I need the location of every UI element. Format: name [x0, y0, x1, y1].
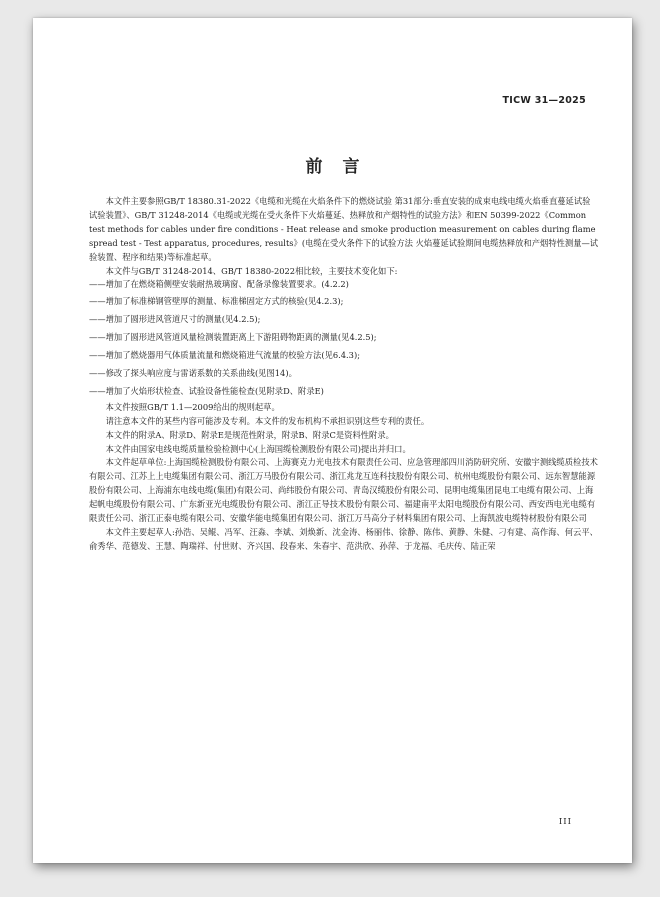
drafting-rule: 本文件按照GB/T 1.1—2009给出的规则起草。 — [105, 401, 280, 412]
drafters: 本文件主要起草人:孙浩、吴鲲、冯军、汪淼、李斌、刘焕新、沈金涛、杨丽伟、徐静、陈伟、黄静、朱健、刁有建、高作海、何云平、俞秀华、范德发、王慧、陶瑞祥、付世财、齐兴国、段春来、朱春宇、范洪欣、孙萍、于龙福、毛庆传、陆正荣 — [89, 526, 598, 551]
list-item: ——增加了火焰形状检查、试验设备性能检查(见附录D、附录E) — [89, 385, 324, 396]
list-item: ——增加了标准梯钢管壁厚的测量、标准梯固定方式的核验(见4.2.3); — [89, 296, 344, 307]
list-item: ——增加了在燃烧箱侧壁安装耐热玻璃窗、配备录像装置要求。(4.2.2) — [89, 279, 349, 290]
document-page — [33, 18, 632, 863]
standard-code: TICW 31—2025 — [502, 95, 586, 106]
list-item: ——增加了圆形进风管道尺寸的测量(见4.2.5); — [89, 314, 261, 325]
preface-body — [89, 195, 599, 554]
drafting-units: 本文件起草单位:上海国缆检测股份有限公司、上海赛克力光电技术有限责任公司、应急管理部四川消防研究所、安徽宇测线缆质检技术有限公司、江苏上上电缆集团有限公司、浙江万马股份有限公司、浙江兆龙互连科技股份有限公司、杭州电缆股份有限公司、远东智慧能源股份有限公司、上海浦东电线电缆(集团)有限公司、尚纬股份有限公司、青岛汉缆股份有限公司、昆明电缆集团昆电工电缆有限公司、上海起帆电缆股份有限公司、广东新亚光电缆股份有限公司、浙江正导技术股份有限公司、福建南平太阳电缆股份有限公司、西安西电光电缆有限责任公司、浙江正泰电缆有限公司、安徽华能电缆集团有限公司、浙江万马高分子材料集团有限公司、上海凯波电缆特材股份有限公司 — [89, 457, 598, 524]
list-item: ——修改了探头响应度与雷诺系数的关系曲线(见图14)。 — [89, 367, 297, 378]
page-number: III — [558, 817, 572, 827]
patent-notice: 请注意本文件的某些内容可能涉及专利。本文件的发布机构不承担识别这些专利的责任。 — [105, 415, 430, 426]
page-title: 前言 — [305, 157, 380, 177]
list-item: ——增加了圆形进风管道风量检测装置距离上下游阻碍物距离的测量(见4.2.5); — [89, 332, 377, 343]
list-item: ——增加了燃烧器用气体质量流量和燃烧箱进气流量的校验方法(见6.4.3); — [89, 350, 360, 361]
appendix-note: 本文件的附录A、附录D、附录E是规范性附录，附录B、附录C是资料性附录。 — [105, 429, 394, 440]
changes-list — [89, 278, 599, 398]
intro-paragraph: 本文件主要参照GB/T 18380.31-2022《电缆和光缆在火焰条件下的燃烧试验 第31部分:垂直安装的成束电线电缆火焰垂直蔓延试验 试验装置》、GB/T 31248-2014《电缆或光缆在受火条件下火焰蔓延、热释放和产烟特性的试验方法》和EN 50399-2022《Common test methods for cables under fire conditions - Heat release and smoke production measurement on cables during flame spread test - Test apparatus, procedures, results》(电缆在受火条件下的试验方法 火焰蔓延试验期间电缆热释放和产烟特性测量—试验装置、程序和结果)等标准起草。 — [89, 196, 599, 262]
compare-paragraph: 本文件与GB/T 31248-2014、GB/T 18380-2022相比较，主要技术变化如下: — [105, 265, 398, 276]
proposer-note: 本文件由国家电线电缆质量检验检测中心(上海国缆检测股份有限公司)提出并归口。 — [105, 443, 411, 454]
